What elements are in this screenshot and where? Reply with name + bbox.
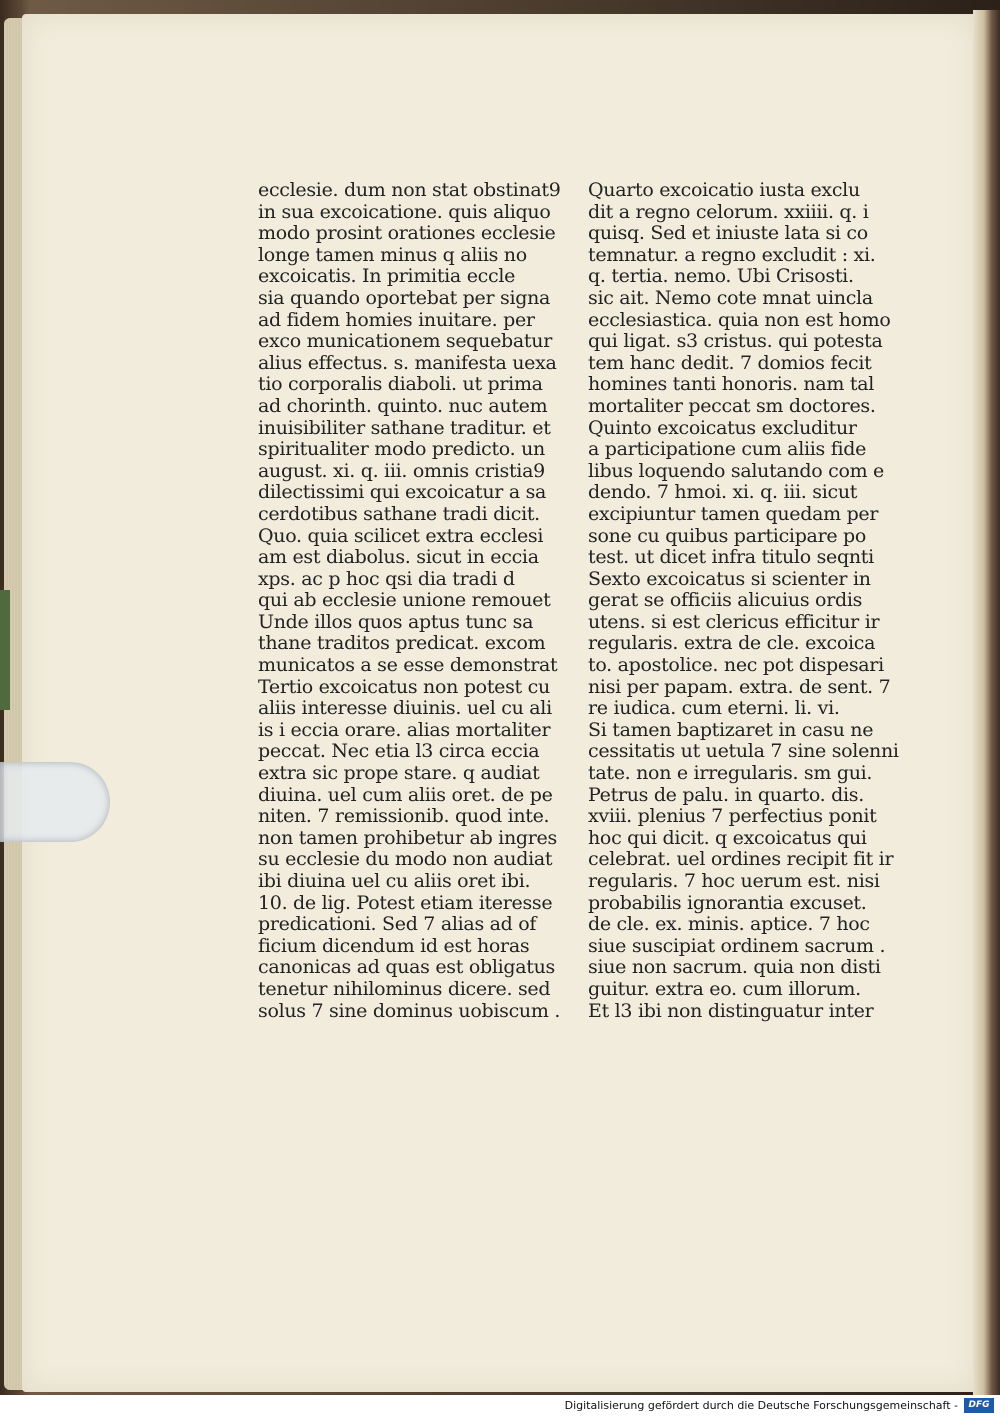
text-line: Petrus de palu. in quarto. dis.: [588, 783, 864, 806]
text-line: longe tamen minus q aliis no: [258, 243, 527, 266]
text-line: Unde illos quos aptus tunc sa: [258, 610, 534, 633]
dfg-logo: DFG: [964, 1398, 994, 1413]
text-line: am est diabolus. sicut in eccia: [258, 546, 539, 569]
text-line: aliis interesse diuinis. uel cu ali: [258, 697, 552, 720]
text-line: tio corporalis diaboli. ut prima: [258, 373, 543, 396]
text-line: tem hanc dedit. 7 domios fecit: [588, 351, 872, 374]
left-text-column: [258, 179, 561, 1022]
text-line: Quinto excoicatus excluditur: [588, 416, 857, 439]
funding-credit: Digitalisierung gefördert durch die Deutsche Forschungsgemeinschaft -: [564, 1399, 958, 1412]
text-line: niten. 7 remissionib. quod inte.: [258, 805, 550, 828]
text-line: predicationi. Sed 7 alias ad of: [258, 913, 537, 936]
text-line: spiritualiter modo predicto. un: [258, 438, 545, 461]
text-line: municatos a se esse demonstrat: [258, 654, 558, 677]
text-line: diuina. uel cum aliis oret. de pe: [258, 783, 553, 806]
text-line: dilectissimi qui excoicatur a sa: [258, 481, 547, 504]
text-line: q. tertia. nemo. Ubi Crisosti.: [588, 265, 854, 288]
text-line: ibi diuina uel cu aliis oret ibi.: [258, 870, 531, 892]
text-line: libus loquendo salutando com e: [588, 459, 884, 482]
text-line: ad fidem homies inuitare. per: [258, 308, 535, 331]
text-line: tenetur nihilominus dicere. sed: [258, 977, 551, 1000]
text-line: canonicas ad quas est obligatus: [258, 956, 556, 979]
text-line: Quo. quia scilicet extra ecclesi: [258, 524, 544, 547]
text-line: Et l3 ibi non distinguatur inter: [588, 999, 874, 1022]
text-line: sia quando oportebat per signa: [258, 286, 551, 309]
next-page-edge: [973, 10, 1000, 1395]
page-clip: [0, 762, 110, 842]
text-line: modo prosint orationes ecclesie: [258, 222, 556, 245]
right-text-column: [588, 179, 899, 1022]
text-line: august. xi. q. iii. omnis cristia9: [258, 459, 545, 482]
text-line: tate. non e irregularis. sm gui.: [588, 762, 873, 785]
text-line: a participatione cum aliis fide: [588, 438, 867, 461]
text-line: thane traditos predicat. excom: [258, 632, 546, 655]
text-line: dit a regno celorum. xxiiii. q. i: [588, 200, 869, 223]
text-line: nisi per papam. extra. de sent. 7: [588, 675, 891, 698]
bookmark-tab: [0, 590, 10, 710]
text-line: cessitatis ut uetula 7 sine solenni: [588, 740, 899, 763]
text-line: Tertio excoicatus non potest cu: [258, 675, 550, 698]
text-line: to. apostolice. nec pot dispesari: [588, 654, 884, 677]
text-line: temnatur. a regno excludit : xi.: [588, 243, 876, 266]
text-line: dendo. 7 hmoi. xi. q. iii. sicut: [588, 481, 858, 504]
text-line: inuisibiliter sathane traditur. et: [258, 416, 551, 439]
text-line: sic ait. Nemo cote mnat uincla: [588, 286, 873, 309]
text-line: siue non sacrum. quia non disti: [588, 956, 881, 979]
text-line: ad chorinth. quinto. nuc autem: [258, 394, 548, 417]
text-line: xviii. plenius 7 perfectius ponit: [588, 805, 877, 828]
text-line: ecclesiastica. quia non est homo: [588, 308, 891, 331]
text-line: re iudica. cum eterni. li. vi.: [588, 697, 840, 720]
text-line: peccat. Nec etia l3 circa eccia: [258, 740, 540, 763]
text-line: non tamen prohibetur ab ingres: [258, 826, 557, 849]
text-line: alius effectus. s. manifesta uexa: [258, 351, 557, 374]
text-line: in sua excoicatione. quis aliquo: [258, 200, 551, 223]
text-line: is i eccia orare. alias mortaliter: [258, 718, 551, 741]
text-line: extra sic prope stare. q audiat: [258, 762, 540, 785]
text-line: sone cu quibus participare po: [588, 524, 867, 547]
text-line: celebrat. uel ordines recipit fit ir: [588, 848, 894, 871]
text-line: siue suscipiat ordinem sacrum .: [588, 934, 886, 957]
text-line: solus 7 sine dominus uobiscum .: [258, 999, 561, 1022]
text-line: Quarto excoicatio iusta exclu: [588, 179, 860, 201]
text-line: homines tanti honoris. nam tal: [588, 373, 874, 396]
text-line: exco municationem sequebatur: [258, 330, 552, 353]
text-line: xps. ac p hoc qsi dia tradi d: [258, 567, 515, 590]
text-line: excoicatis. In primitia eccle: [258, 265, 516, 288]
text-line: guitur. extra eo. cum illorum.: [588, 977, 861, 1000]
text-line: Si tamen baptizaret in casu ne: [588, 718, 874, 741]
text-line: quisq. Sed et iniuste lata si co: [588, 222, 868, 245]
text-line: regularis. 7 hoc uerum est. nisi: [588, 870, 880, 892]
text-line: probabilis ignorantia excuset.: [588, 891, 867, 914]
text-line: de cle. ex. minis. aptice. 7 hoc: [588, 913, 870, 936]
text-line: qui ab ecclesie unione remouet: [258, 589, 551, 612]
text-line: qui ligat. s3 cristus. qui potesta: [588, 330, 883, 353]
text-line: utens. si est clericus efficitur ir: [588, 610, 880, 633]
text-line: ecclesie. dum non stat obstinat9: [258, 179, 561, 201]
footer-bar: [0, 1395, 1000, 1417]
text-line: cerdotibus sathane tradi dicit.: [258, 502, 540, 525]
text-line: mortaliter peccat sm doctores.: [588, 394, 876, 417]
text-line: Sexto excoicatus si scienter in: [588, 567, 871, 590]
text-line: hoc qui dicit. q excoicatus qui: [588, 826, 867, 849]
text-line: excipiuntur tamen quedam per: [588, 502, 879, 525]
text-line: regularis. extra de cle. excoica: [588, 632, 876, 655]
text-line: 10. de lig. Potest etiam iteresse: [258, 891, 553, 914]
text-line: ficium dicendum id est horas: [258, 934, 530, 957]
text-line: test. ut dicet infra titulo seqnti: [588, 546, 874, 569]
text-line: su ecclesie du modo non audiat: [258, 848, 553, 871]
text-line: gerat se officiis alicuius ordis: [588, 589, 863, 612]
